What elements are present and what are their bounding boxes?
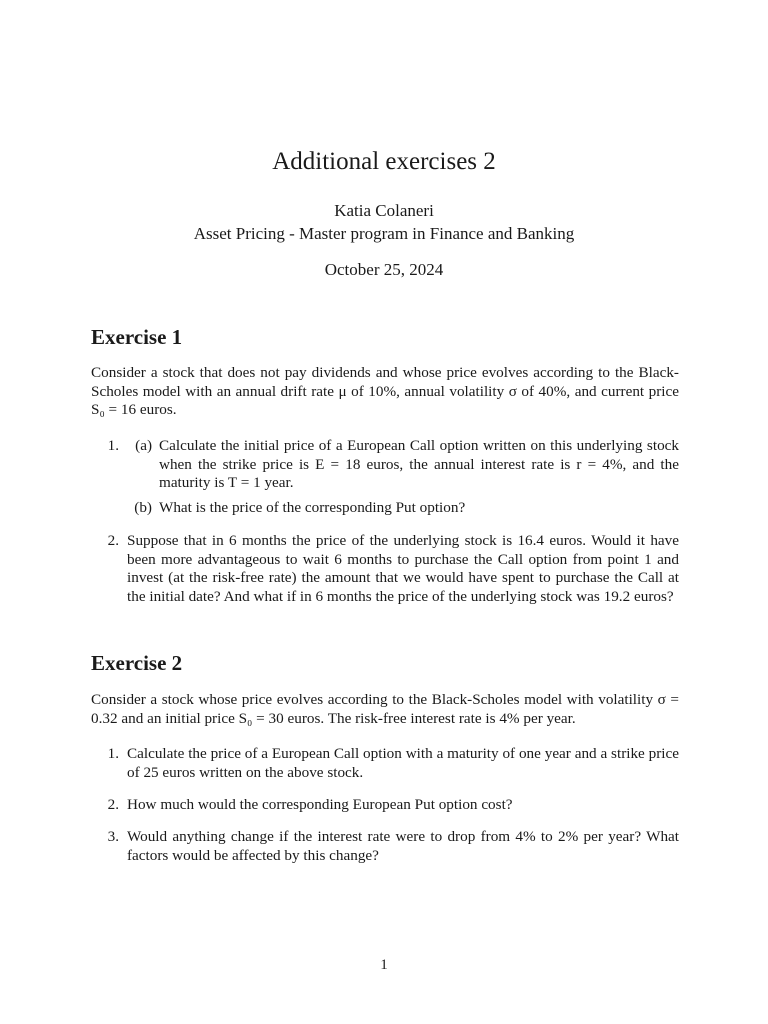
exercise-2-item-3-number: 3. bbox=[107, 828, 119, 845]
document-title: Additional exercises 2 bbox=[272, 148, 496, 175]
exercise-1-item-1b bbox=[127, 499, 679, 518]
exercise-1-item-1a bbox=[127, 437, 679, 493]
page-number: 1 bbox=[380, 957, 388, 973]
document-author: Katia Colaneri bbox=[334, 201, 434, 220]
exercise-2-item-1 bbox=[91, 745, 679, 783]
exercise-2-heading: Exercise 2 bbox=[91, 651, 183, 675]
exercise-1-item-2-number: 2. bbox=[107, 532, 119, 549]
document-date: October 25, 2024 bbox=[324, 260, 444, 279]
exercise-2-item-2-text: How much would the corresponding European Put option cost? bbox=[127, 796, 513, 813]
exercise-1-item-1a-text: Calculate the initial price of a European Call option written on this underlying stock when the strike price is E = 18 euros, the annual interest rate is r = 4%, and the maturity is T = 1 year. bbox=[159, 437, 679, 491]
exercise-1-item-1-number: 1. bbox=[107, 437, 119, 454]
exercise-2-item-2-number: 2. bbox=[107, 796, 119, 813]
exercise-1-item-2-text: Suppose that in 6 months the price of the underlying stock is 16.4 euros. Would it have been more advantageous to wait 6 months to purchase the Call option from point 1 and invest (at the risk-free rate) the amount that we would have spent to purchase the Call at the initial date? And what if in 6 months the price of the underlying stock was 19.2 euros? bbox=[127, 532, 679, 605]
exercise-1-intro: Consider a stock that does not pay dividends and whose price evolves according to the Black-Scholes model with an annual drift rate μ of 10%, annual volatility σ of 40%, and current price S₀ = 16 euros. bbox=[91, 364, 679, 418]
exercise-1-heading: Exercise 1 bbox=[91, 325, 183, 349]
exercise-1-item-1b-text: What is the price of the corresponding Put option? bbox=[159, 499, 466, 516]
exercise-1-item-2 bbox=[91, 532, 679, 627]
exercise-2-item-2 bbox=[91, 796, 679, 815]
exercise-1-item-1a-label: (a) bbox=[135, 437, 152, 454]
exercise-2-item-1-text: Calculate the price of a European Call option with a maturity of one year and a strike price of 25 euros written on the above stock. bbox=[127, 745, 679, 781]
exercise-1-item-1b-label: (b) bbox=[134, 499, 152, 516]
exercise-2-intro: Consider a stock whose price evolves according to the Black-Scholes model with volatility σ = 0.32 and an initial price S₀ = 30 euros. The risk-free interest rate is 4% per year. bbox=[91, 691, 679, 727]
exercise-2-item-3-text: Would anything change if the interest rate were to drop from 4% to 2% per year? What factors would be affected by this change? bbox=[127, 828, 679, 864]
exercise-1-item-1 bbox=[91, 437, 679, 517]
exercise-2-item-3 bbox=[91, 828, 679, 866]
exercise-2-item-1-number: 1. bbox=[107, 745, 119, 762]
document-affiliation: Asset Pricing - Master program in Finance and Banking bbox=[193, 224, 575, 243]
